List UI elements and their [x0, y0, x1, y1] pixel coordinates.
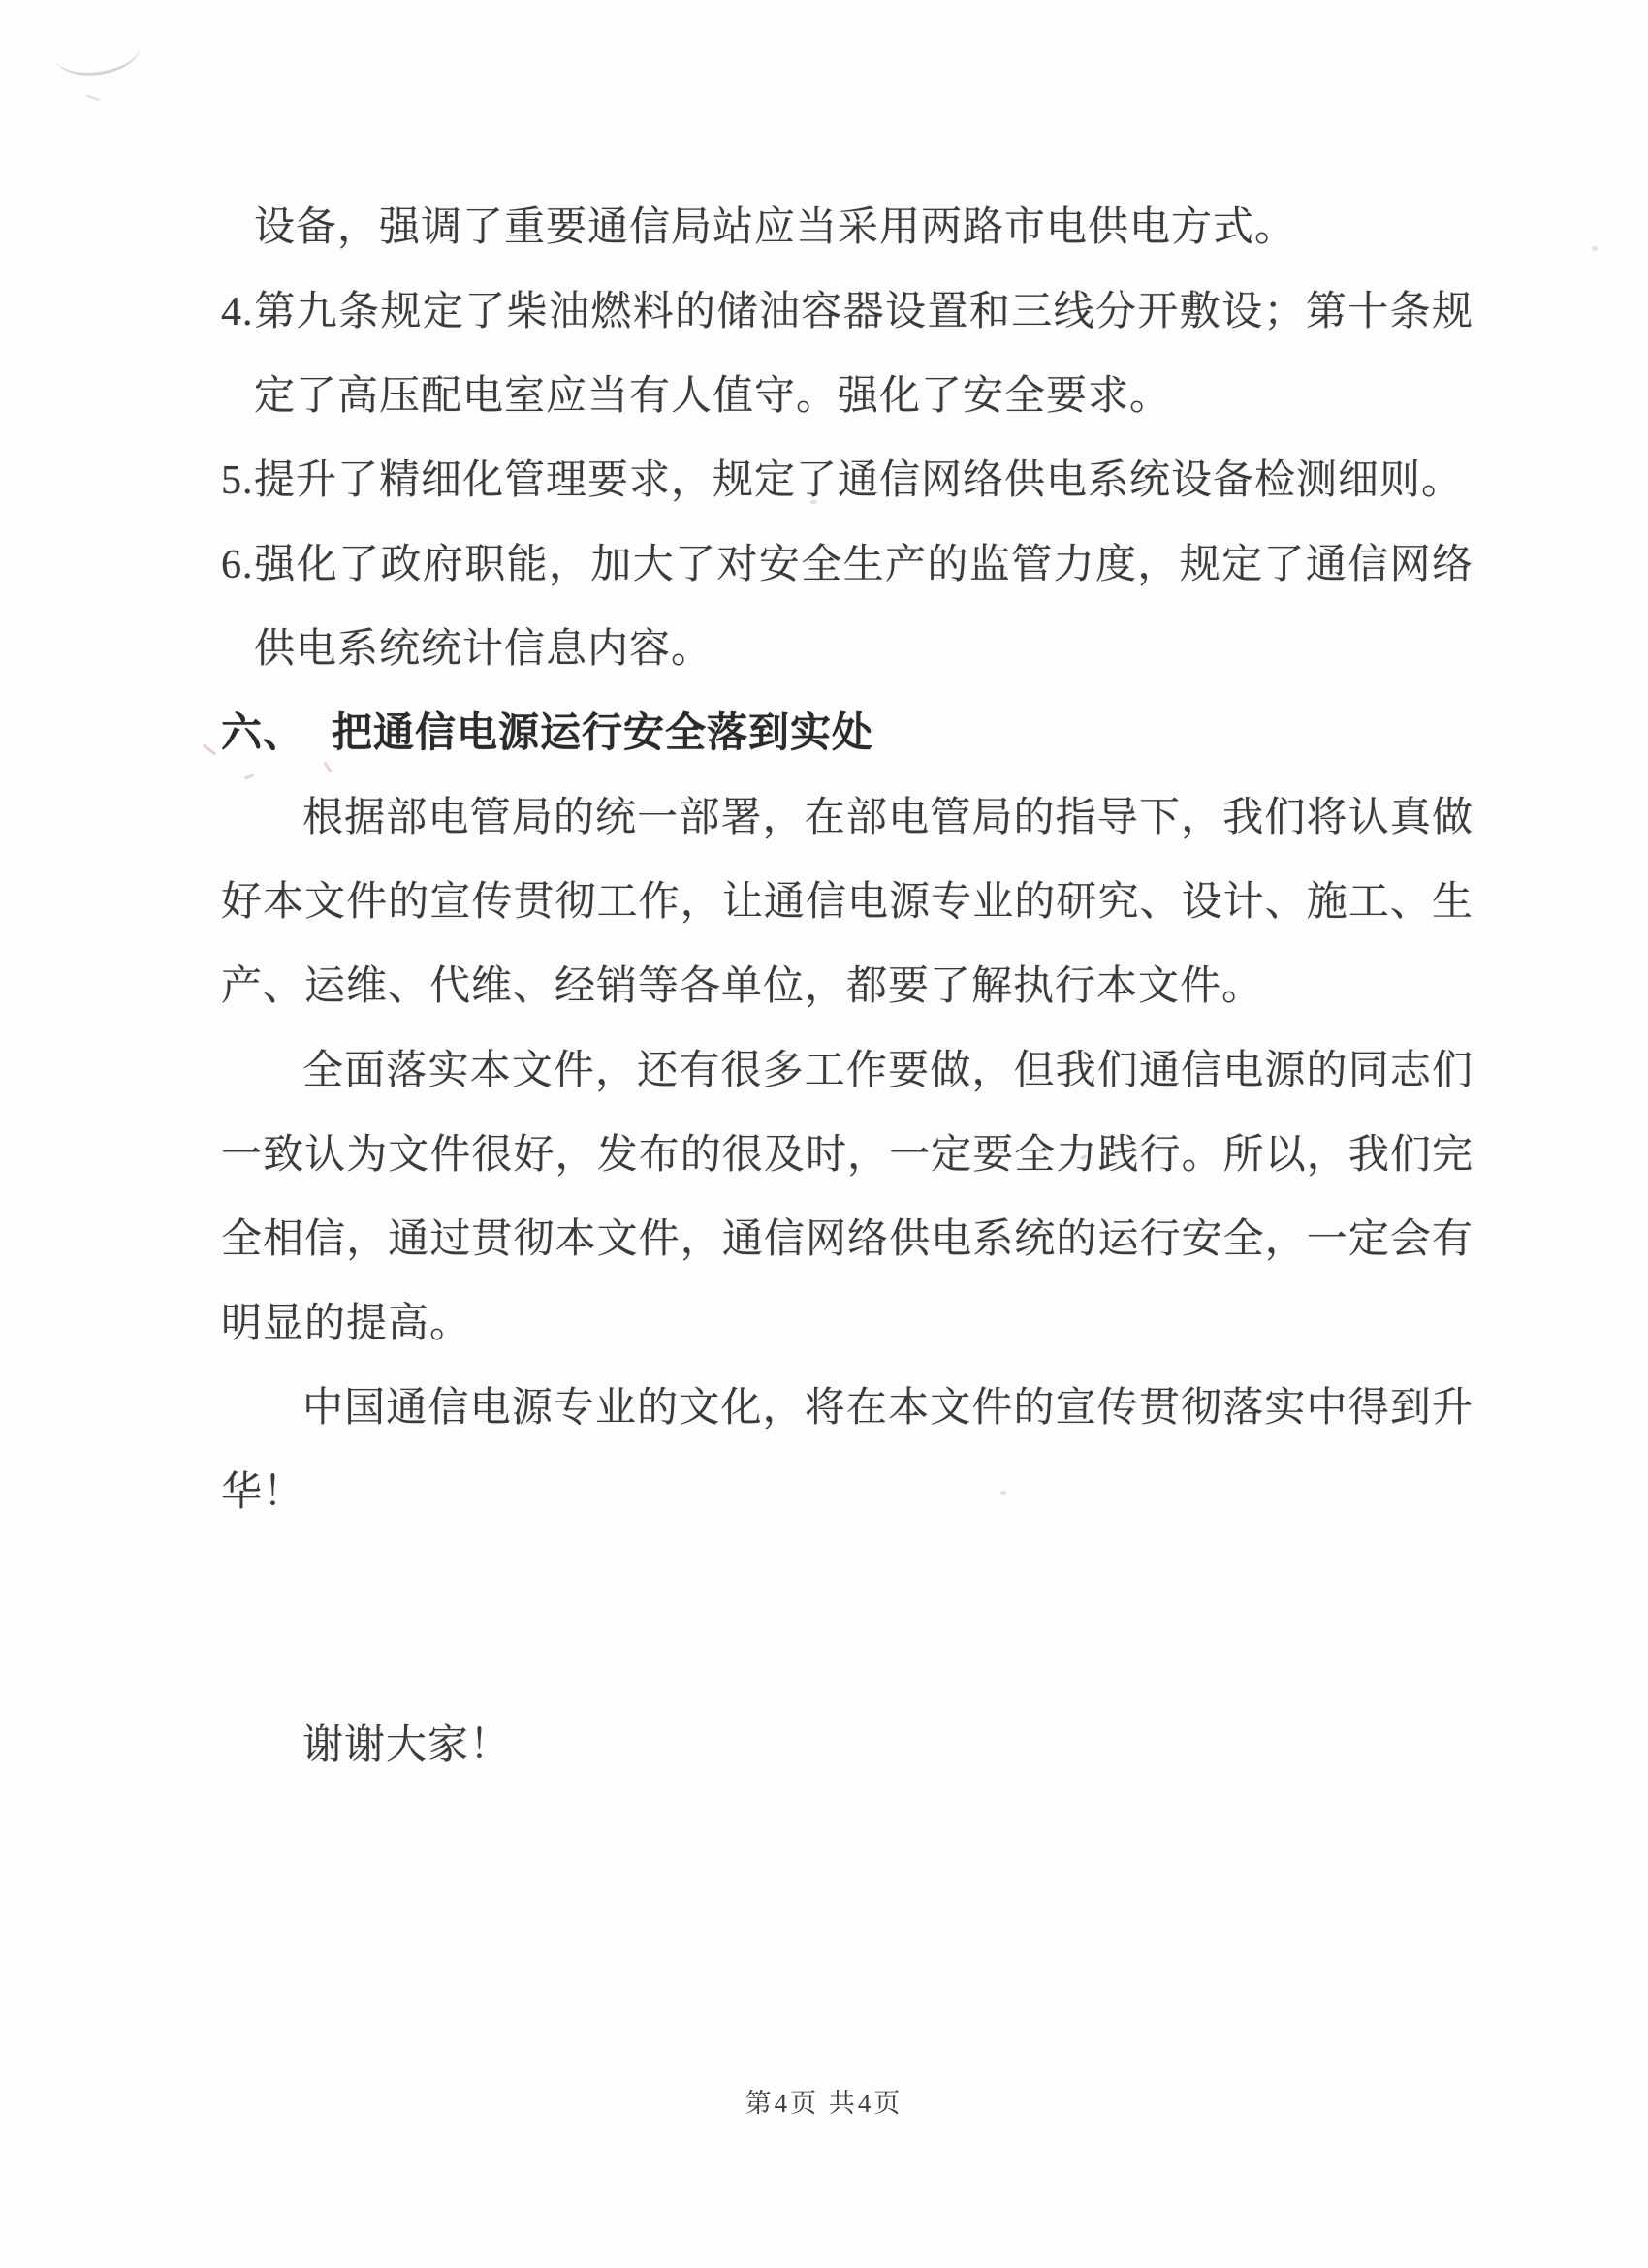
- list-item-4: [221, 270, 1474, 439]
- section-heading-title: 把通信电源运行安全落到实处: [332, 711, 874, 756]
- list-item-text: 第九条规定了柴油燃料的储油容器设置和三线分开敷设；第十条规定了高压配电室应当有人值守。强化了安全要求。: [254, 290, 1474, 419]
- list-item-number: 5.: [221, 458, 254, 503]
- list-item-text: 强化了政府职能，加大了对安全生产的监管力度，规定了通信网络供电系统统计信息内容。: [254, 543, 1474, 672]
- page-number-footer: 第4页 共4页: [745, 2089, 903, 2118]
- scan-artifact-pink-speck: [203, 743, 216, 755]
- section-heading-number: 六、: [221, 711, 305, 756]
- scan-artifact-gray-speck: [1592, 246, 1598, 251]
- section-heading: [221, 692, 1474, 776]
- list-item-5: [221, 439, 1474, 523]
- closing-line: 谢谢大家！: [302, 1723, 512, 1768]
- list-item-number: 4.: [221, 290, 254, 334]
- scan-artifact-pencil-squiggle: [54, 36, 143, 80]
- list-item-6: [221, 523, 1474, 692]
- list-item-text: 提升了精细化管理要求，规定了通信网络供电系统设备检测细则。: [254, 458, 1464, 503]
- paragraph: 中国通信电源专业的文化，将在本文件的宣传贯彻落实中得到升华！: [221, 1386, 1474, 1515]
- scan-artifact-pencil-dot: [86, 87, 102, 101]
- paragraph: 全面落实本文件，还有很多工作要做，但我们通信电源的同志们一致认为文件很好，发布的很及时，一定要全力践行。所以，我们完全相信，通过贯彻本文件，通信网络供电系统的运行安全，一定会有明显的提高。: [221, 1049, 1474, 1346]
- paragraph: 根据部电管局的统一部署，在部电管局的指导下，我们将认真做好本文件的宣传贯彻工作，让通信电源专业的研究、设计、施工、生产、运维、代维、经销等各单位，都要了解执行本文件。: [221, 796, 1474, 1009]
- list-item-3-continuation: 设备，强调了重要通信局站应当采用两路市电供电方式。: [254, 205, 1297, 250]
- list-item-number: 6.: [221, 543, 254, 587]
- document-body: [221, 186, 1474, 1788]
